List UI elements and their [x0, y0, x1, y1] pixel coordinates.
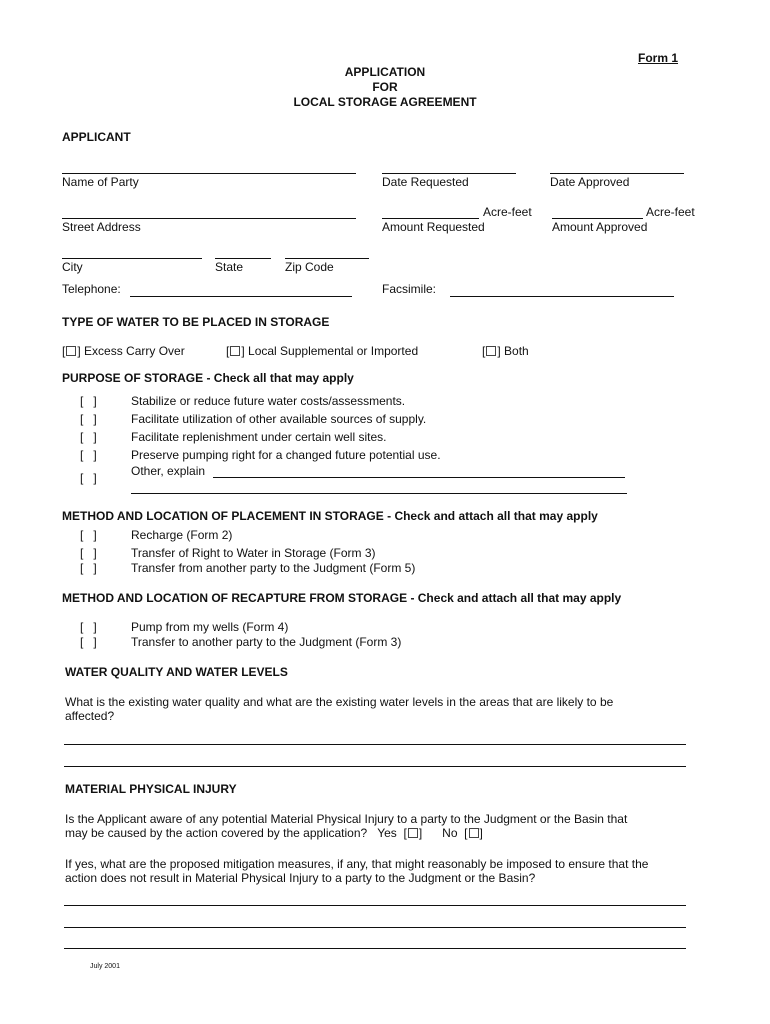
purpose-item-1: Stabilize or reduce future water costs/assessments. [131, 394, 406, 408]
street-address-field[interactable] [62, 218, 356, 219]
amount-approved-label: Amount Approved [552, 220, 648, 234]
title-line-2: FOR [372, 80, 398, 94]
date-requested-label: Date Requested [382, 175, 469, 189]
purpose-checkbox-5[interactable]: [ ] [80, 471, 97, 485]
recapture-checkbox-2[interactable]: [ ] [80, 635, 97, 649]
water-type-option-excess[interactable]: [ ] Excess Carry Over [62, 344, 185, 358]
option-label: Both [504, 344, 529, 358]
telephone-field[interactable] [130, 296, 352, 297]
acre-feet-requested-label: Acre-feet [483, 205, 532, 219]
option-label: Excess Carry Over [84, 344, 185, 358]
title-line-1: APPLICATION [344, 65, 426, 79]
water-type-heading: TYPE OF WATER TO BE PLACED IN STORAGE [62, 315, 330, 329]
recapture-item-2: Transfer to another party to the Judgment (Form 3) [131, 635, 402, 649]
water-type-option-both[interactable]: [ ] Both [482, 344, 529, 358]
injury-heading: MATERIAL PHYSICAL INJURY [65, 782, 237, 796]
water-quality-question-line-1: What is the existing water quality and what are the existing water levels in the areas that are likely to be [65, 695, 614, 709]
purpose-item-3: Facilitate replenishment under certain well sites. [131, 430, 387, 444]
amount-approved-field[interactable] [552, 218, 643, 219]
acre-feet-approved-label: Acre-feet [646, 205, 695, 219]
water-type-option-local[interactable]: [ ] Local Supplemental or Imported [226, 344, 419, 358]
street-address-label: Street Address [62, 220, 141, 234]
other-explain-field-1[interactable] [213, 477, 625, 478]
mitigation-question-line-2: action does not result in Material Physical Injury to a party to the Judgment or the Basin? [65, 871, 536, 885]
purpose-item-other: Other, explain [131, 464, 206, 478]
name-of-party-field[interactable] [62, 173, 356, 174]
state-field[interactable] [215, 258, 271, 259]
purpose-checkbox-4[interactable]: [ ] [80, 448, 97, 462]
footer-date: July 2001 [90, 963, 120, 970]
purpose-item-4: Preserve pumping right for a changed future potential use. [131, 448, 441, 462]
placement-checkbox-3[interactable]: [ ] [80, 561, 97, 575]
injury-question-text: may be caused by the action covered by the application? [65, 826, 368, 840]
date-requested-field[interactable] [382, 173, 516, 174]
name-of-party-label: Name of Party [62, 175, 139, 189]
water-quality-question-line-2: affected? [65, 709, 115, 723]
other-explain-field-2[interactable] [131, 493, 627, 494]
mitigation-answer-line-1[interactable] [64, 905, 686, 906]
title-line-3: LOCAL STORAGE AGREEMENT [293, 95, 477, 109]
recapture-checkbox-1[interactable]: [ ] [80, 620, 97, 634]
checkbox-icon[interactable] [230, 346, 240, 356]
checkbox-icon[interactable] [66, 346, 76, 356]
no-label: No [442, 826, 458, 840]
zip-code-field[interactable] [285, 258, 369, 259]
placement-item-3: Transfer from another party to the Judgment (Form 5) [131, 561, 416, 575]
purpose-item-2: Facilitate utilization of other available sources of supply. [131, 412, 427, 426]
placement-checkbox-1[interactable]: [ ] [80, 528, 97, 542]
recapture-item-1: Pump from my wells (Form 4) [131, 620, 289, 634]
amount-requested-label: Amount Requested [382, 220, 485, 234]
water-quality-answer-line-2[interactable] [64, 766, 686, 767]
purpose-checkbox-1[interactable]: [ ] [80, 394, 97, 408]
water-quality-answer-line-1[interactable] [64, 744, 686, 745]
facsimile-label: Facsimile: [382, 282, 437, 296]
injury-question-line-1: Is the Applicant aware of any potential Material Physical Injury to a party to the Judgment or the Basin that [65, 812, 628, 826]
mitigation-answer-line-3[interactable] [64, 948, 686, 949]
amount-requested-field[interactable] [382, 218, 479, 219]
form-number: Form 1 [638, 51, 679, 65]
placement-item-2: Transfer of Right to Water in Storage (Form 3) [131, 546, 376, 560]
no-checkbox-icon[interactable] [469, 828, 479, 838]
injury-question-line-2: may be caused by the action covered by the application? Yes [ ] No [ ] [65, 826, 483, 840]
placement-checkbox-2[interactable]: [ ] [80, 546, 97, 560]
recapture-heading: METHOD AND LOCATION OF RECAPTURE FROM STORAGE - Check and attach all that may apply [62, 591, 622, 605]
option-label: Local Supplemental or Imported [248, 344, 419, 358]
purpose-checkbox-2[interactable]: [ ] [80, 412, 97, 426]
purpose-heading: PURPOSE OF STORAGE - Check all that may apply [62, 371, 354, 385]
mitigation-question-line-1: If yes, what are the proposed mitigation measures, if any, that might reasonably be imposed to ensure that the [65, 857, 649, 871]
mitigation-answer-line-2[interactable] [64, 927, 686, 928]
city-field[interactable] [62, 258, 202, 259]
date-approved-label: Date Approved [550, 175, 630, 189]
facsimile-field[interactable] [450, 296, 674, 297]
placement-heading: METHOD AND LOCATION OF PLACEMENT IN STORAGE - Check and attach all that may apply [62, 509, 598, 523]
checkbox-icon[interactable] [486, 346, 496, 356]
yes-checkbox-icon[interactable] [408, 828, 418, 838]
placement-item-1: Recharge (Form 2) [131, 528, 233, 542]
applicant-heading: APPLICANT [62, 130, 131, 144]
yes-label: Yes [377, 826, 397, 840]
date-approved-field[interactable] [550, 173, 684, 174]
state-label: State [215, 260, 244, 274]
water-quality-heading: WATER QUALITY AND WATER LEVELS [65, 665, 288, 679]
telephone-label: Telephone: [62, 282, 121, 296]
purpose-checkbox-3[interactable]: [ ] [80, 430, 97, 444]
zip-code-label: Zip Code [285, 260, 334, 274]
city-label: City [62, 260, 83, 274]
